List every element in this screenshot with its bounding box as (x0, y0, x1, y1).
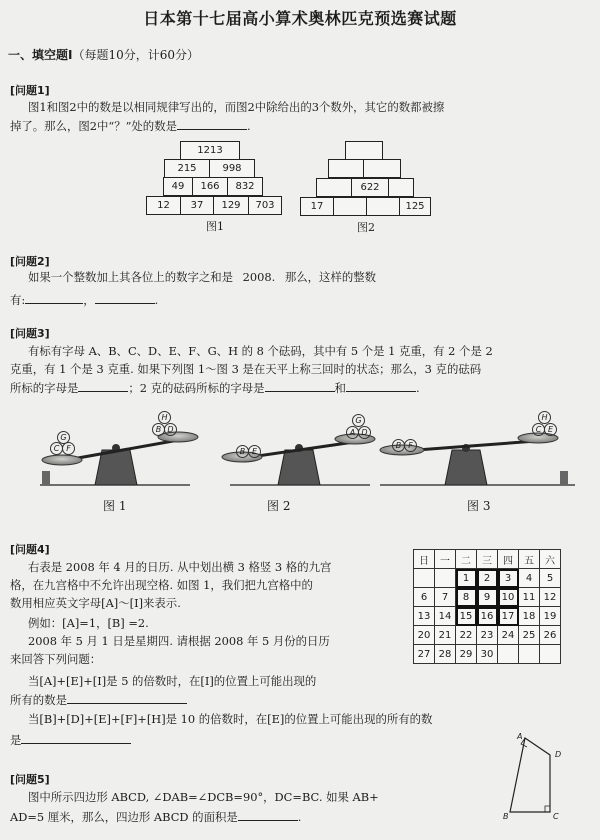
pyramid2-cell-17: 17 (300, 197, 334, 216)
calendar-cell: 27 (414, 645, 435, 664)
weight-c: C (532, 423, 545, 436)
pyramid2-cell (388, 178, 414, 197)
q1-line2: 掉了。那么，图2中“？”处的数是 . (10, 119, 251, 133)
q5-label: [问题5] (10, 773, 50, 786)
pyramid1-cell: 166 (192, 177, 228, 196)
calendar-cell-highlighted: 16 (477, 607, 498, 626)
q4-label: [问题4] (10, 543, 50, 556)
page-title: 日本第十七届高小算术奥林匹克预选赛试题 (143, 9, 457, 28)
calendar-cell: 29 (456, 645, 477, 664)
calendar-cell: 18 (519, 607, 540, 626)
calendar-cell-highlighted: 8 (456, 588, 477, 607)
calendar-cell: 23 (477, 626, 498, 645)
q5-line1: 图中所示四边形 ABCD, ∠DAB=∠DCB=90°，DC=BC. 如果 AB+ (28, 790, 379, 804)
pyramid1-cell: 37 (180, 196, 214, 215)
calendar-header-cell: 五 (519, 550, 540, 569)
q3-line3-d: . (415, 381, 420, 395)
calendar-cell: 20 (414, 626, 435, 645)
weight-e: E (544, 423, 557, 436)
q5-quadrilateral-figure (490, 730, 590, 825)
calendar-cell: 11 (519, 588, 540, 607)
q4-line10 (10, 731, 131, 749)
calendar-cell-highlighted: 1 (456, 569, 477, 588)
q2-separator: ， (83, 293, 95, 307)
q3-answer-blank-1 (78, 379, 128, 392)
weight-e: E (248, 445, 261, 458)
calendar-cell: 4 (519, 569, 540, 588)
pyramid2-cell-622: 622 (351, 178, 389, 197)
q3-label: [问题3] (10, 327, 50, 340)
q4-line5: 2008 年 5 月 1 日是星期四. 请根据 2008 年 5 月份的日历 (28, 634, 330, 648)
pyramid1-cell: 129 (213, 196, 249, 215)
q3-line1: 有标有字母 A、B、C、D、E、F、G、H 的 8 个砝码，其中有 5 个是 1 克重，有 2 个是 2 (28, 344, 493, 358)
calendar-cell: 5 (540, 569, 561, 588)
q4-line2: 格，在九宫格中不允许出现空格. 如图 1，我们把九宫格中的 (10, 578, 313, 592)
weight-a: A (346, 426, 359, 439)
q4-line8-text: 所有的数是 (10, 693, 67, 707)
q4-line4: 例如：[A]=1，[B] =2. (28, 616, 149, 630)
calendar-row (414, 588, 561, 607)
q2-line1: 如果一个整数加上其各位上的数字之和是 2008. 那么，这样的整数 (28, 270, 377, 284)
q5-answer-blank (238, 808, 298, 821)
calendar-header-cell: 三 (477, 550, 498, 569)
calendar-cell: 24 (498, 626, 519, 645)
weight-f: F (404, 439, 417, 452)
weight-c: C (50, 442, 63, 455)
calendar-row (414, 645, 561, 664)
q4-answer-blank-2 (21, 731, 131, 744)
weight-d: D (164, 423, 177, 436)
calendar-cell: 22 (456, 626, 477, 645)
quad-label-b: B (503, 812, 509, 821)
q3-line3 (10, 379, 420, 397)
section-label: 一、填空题Ⅰ (8, 48, 73, 62)
calendar-header-cell: 日 (414, 550, 435, 569)
calendar-cell-highlighted: 9 (477, 588, 498, 607)
q3-answer-blank-3 (346, 379, 416, 392)
calendar-cell (540, 645, 561, 664)
q1-figure2-caption: 图2 (357, 221, 375, 234)
section-header (8, 46, 199, 63)
q3-line2: 克重，有 1 个是 3 克重. 如果下列图 1～图 3 是在天平上称三回时的状态；那么，3 克的砝码 (10, 362, 482, 376)
calendar-cell-highlighted: 3 (498, 569, 519, 588)
calendar-header-row (414, 550, 561, 569)
calendar-row (414, 607, 561, 626)
calendar-cell (498, 645, 519, 664)
q4-calendar-table (413, 549, 561, 664)
calendar-cell: 7 (435, 588, 456, 607)
q4-line1: 右表是 2008 年 4 月的日历. 从中划出横 3 格竖 3 格的九宫 (28, 560, 332, 574)
q2-answer-blank-1 (25, 291, 83, 304)
weight-h: H (158, 411, 171, 424)
calendar-row (414, 569, 561, 588)
pyramid2-cell (316, 178, 352, 197)
calendar-cell: 21 (435, 626, 456, 645)
q5-line2-end: . (297, 810, 302, 824)
weight-b: B (152, 423, 165, 436)
calendar-cell-highlighted: 17 (498, 607, 519, 626)
q2-line2 (10, 291, 158, 309)
q1-answer-blank (177, 117, 247, 130)
q2-answer-blank-2 (95, 291, 155, 304)
calendar-cell-highlighted: 2 (477, 569, 498, 588)
q3-line3-a: 所标的字母是 (10, 381, 79, 395)
q5-line2-text: AD=5 厘米，那么，四边形 ABCD 的面积是 (10, 810, 238, 824)
pyramid2-cell (328, 159, 364, 178)
pyramid2-cell (333, 197, 367, 216)
calendar-cell: 30 (477, 645, 498, 664)
pyramid1-cell: 12 (146, 196, 181, 215)
q4-line6: 来回答下列问题： (10, 652, 102, 666)
q1-label: [问题1] (10, 84, 50, 97)
q4-line3: 数用相应英文字母[A]～[I]来表示. (10, 596, 181, 610)
q3-balance-figures (0, 400, 600, 520)
quad-label-c: C (553, 812, 559, 821)
calendar-header-cell: 二 (456, 550, 477, 569)
pyramid2-cell (345, 141, 383, 160)
pyramid1-cell: 1213 (180, 141, 240, 160)
q4-answer-blank-1 (67, 691, 187, 704)
q4-line10-text: 是 (10, 733, 22, 747)
calendar-cell: 26 (540, 626, 561, 645)
calendar-cell: 19 (540, 607, 561, 626)
weight-g: G (352, 414, 365, 427)
q2-line2-prefix: 有: (10, 293, 26, 307)
calendar-cell (519, 645, 540, 664)
q3-answer-blank-2 (265, 379, 335, 392)
calendar-header-cell: 一 (435, 550, 456, 569)
quad-label-a: A (517, 732, 523, 741)
pyramid2-cell-125: 125 (399, 197, 431, 216)
balance-scale-2 (222, 434, 375, 485)
calendar-cell: 12 (540, 588, 561, 607)
q1-figure1-caption: 图1 (206, 220, 224, 233)
calendar-cell: 13 (414, 607, 435, 626)
q3-line3-c: 和 (334, 381, 346, 395)
pyramid1-cell: 832 (227, 177, 263, 196)
section-note: （每题10分，计60分） (72, 48, 200, 62)
calendar-cell-highlighted: 15 (456, 607, 477, 626)
q5-line2 (10, 808, 301, 826)
pyramid1-cell: 998 (209, 159, 255, 178)
q2-end: . (154, 293, 159, 307)
calendar-row (414, 626, 561, 645)
quad-label-d: D (555, 750, 562, 759)
calendar-cell-highlighted: 10 (498, 588, 519, 607)
q1-line2-text: 掉了。那么，图2中“？”处的数是 (10, 119, 177, 133)
weight-h: H (538, 411, 551, 424)
weight-f: F (62, 442, 75, 455)
calendar-cell: 14 (435, 607, 456, 626)
q3-figure1-caption: 图 1 (103, 499, 127, 513)
calendar-cell (414, 569, 435, 588)
calendar-header-cell: 六 (540, 550, 561, 569)
calendar-header-cell: 四 (498, 550, 519, 569)
q4-line7: 当[A]+[E]+[I]是 5 的倍数时，在[I]的位置上可能出现的 (28, 674, 317, 688)
pyramid1-cell: 703 (248, 196, 282, 215)
pyramid1-cell: 49 (163, 177, 193, 196)
pyramid2-cell (366, 197, 400, 216)
pyramid1-cell: 215 (164, 159, 210, 178)
q3-figure2-caption: 图 2 (267, 499, 291, 513)
calendar-cell: 28 (435, 645, 456, 664)
weight-b: B (392, 439, 405, 452)
weight-g: G (57, 431, 70, 444)
pyramid2-cell (363, 159, 401, 178)
weight-d: D (358, 426, 371, 439)
q3-figure3-caption: 图 3 (467, 499, 491, 513)
q3-line3-b: ；2 克的砝码所标的字母是 (128, 381, 265, 395)
calendar-cell: 6 (414, 588, 435, 607)
weight-b: B (236, 445, 249, 458)
calendar-cell (435, 569, 456, 588)
q4-line8 (10, 691, 187, 709)
q4-line9: 当[B]+[D]+[E]+[F]+[H]是 10 的倍数时，在[E]的位置上可能出现的所有的数 (28, 712, 433, 726)
q1-line1: 图1和图2中的数是以相同规律写出的，而图2中除给出的3个数外，其它的数都被擦 (28, 100, 445, 114)
q2-label: [问题2] (10, 255, 50, 268)
calendar-cell: 25 (519, 626, 540, 645)
